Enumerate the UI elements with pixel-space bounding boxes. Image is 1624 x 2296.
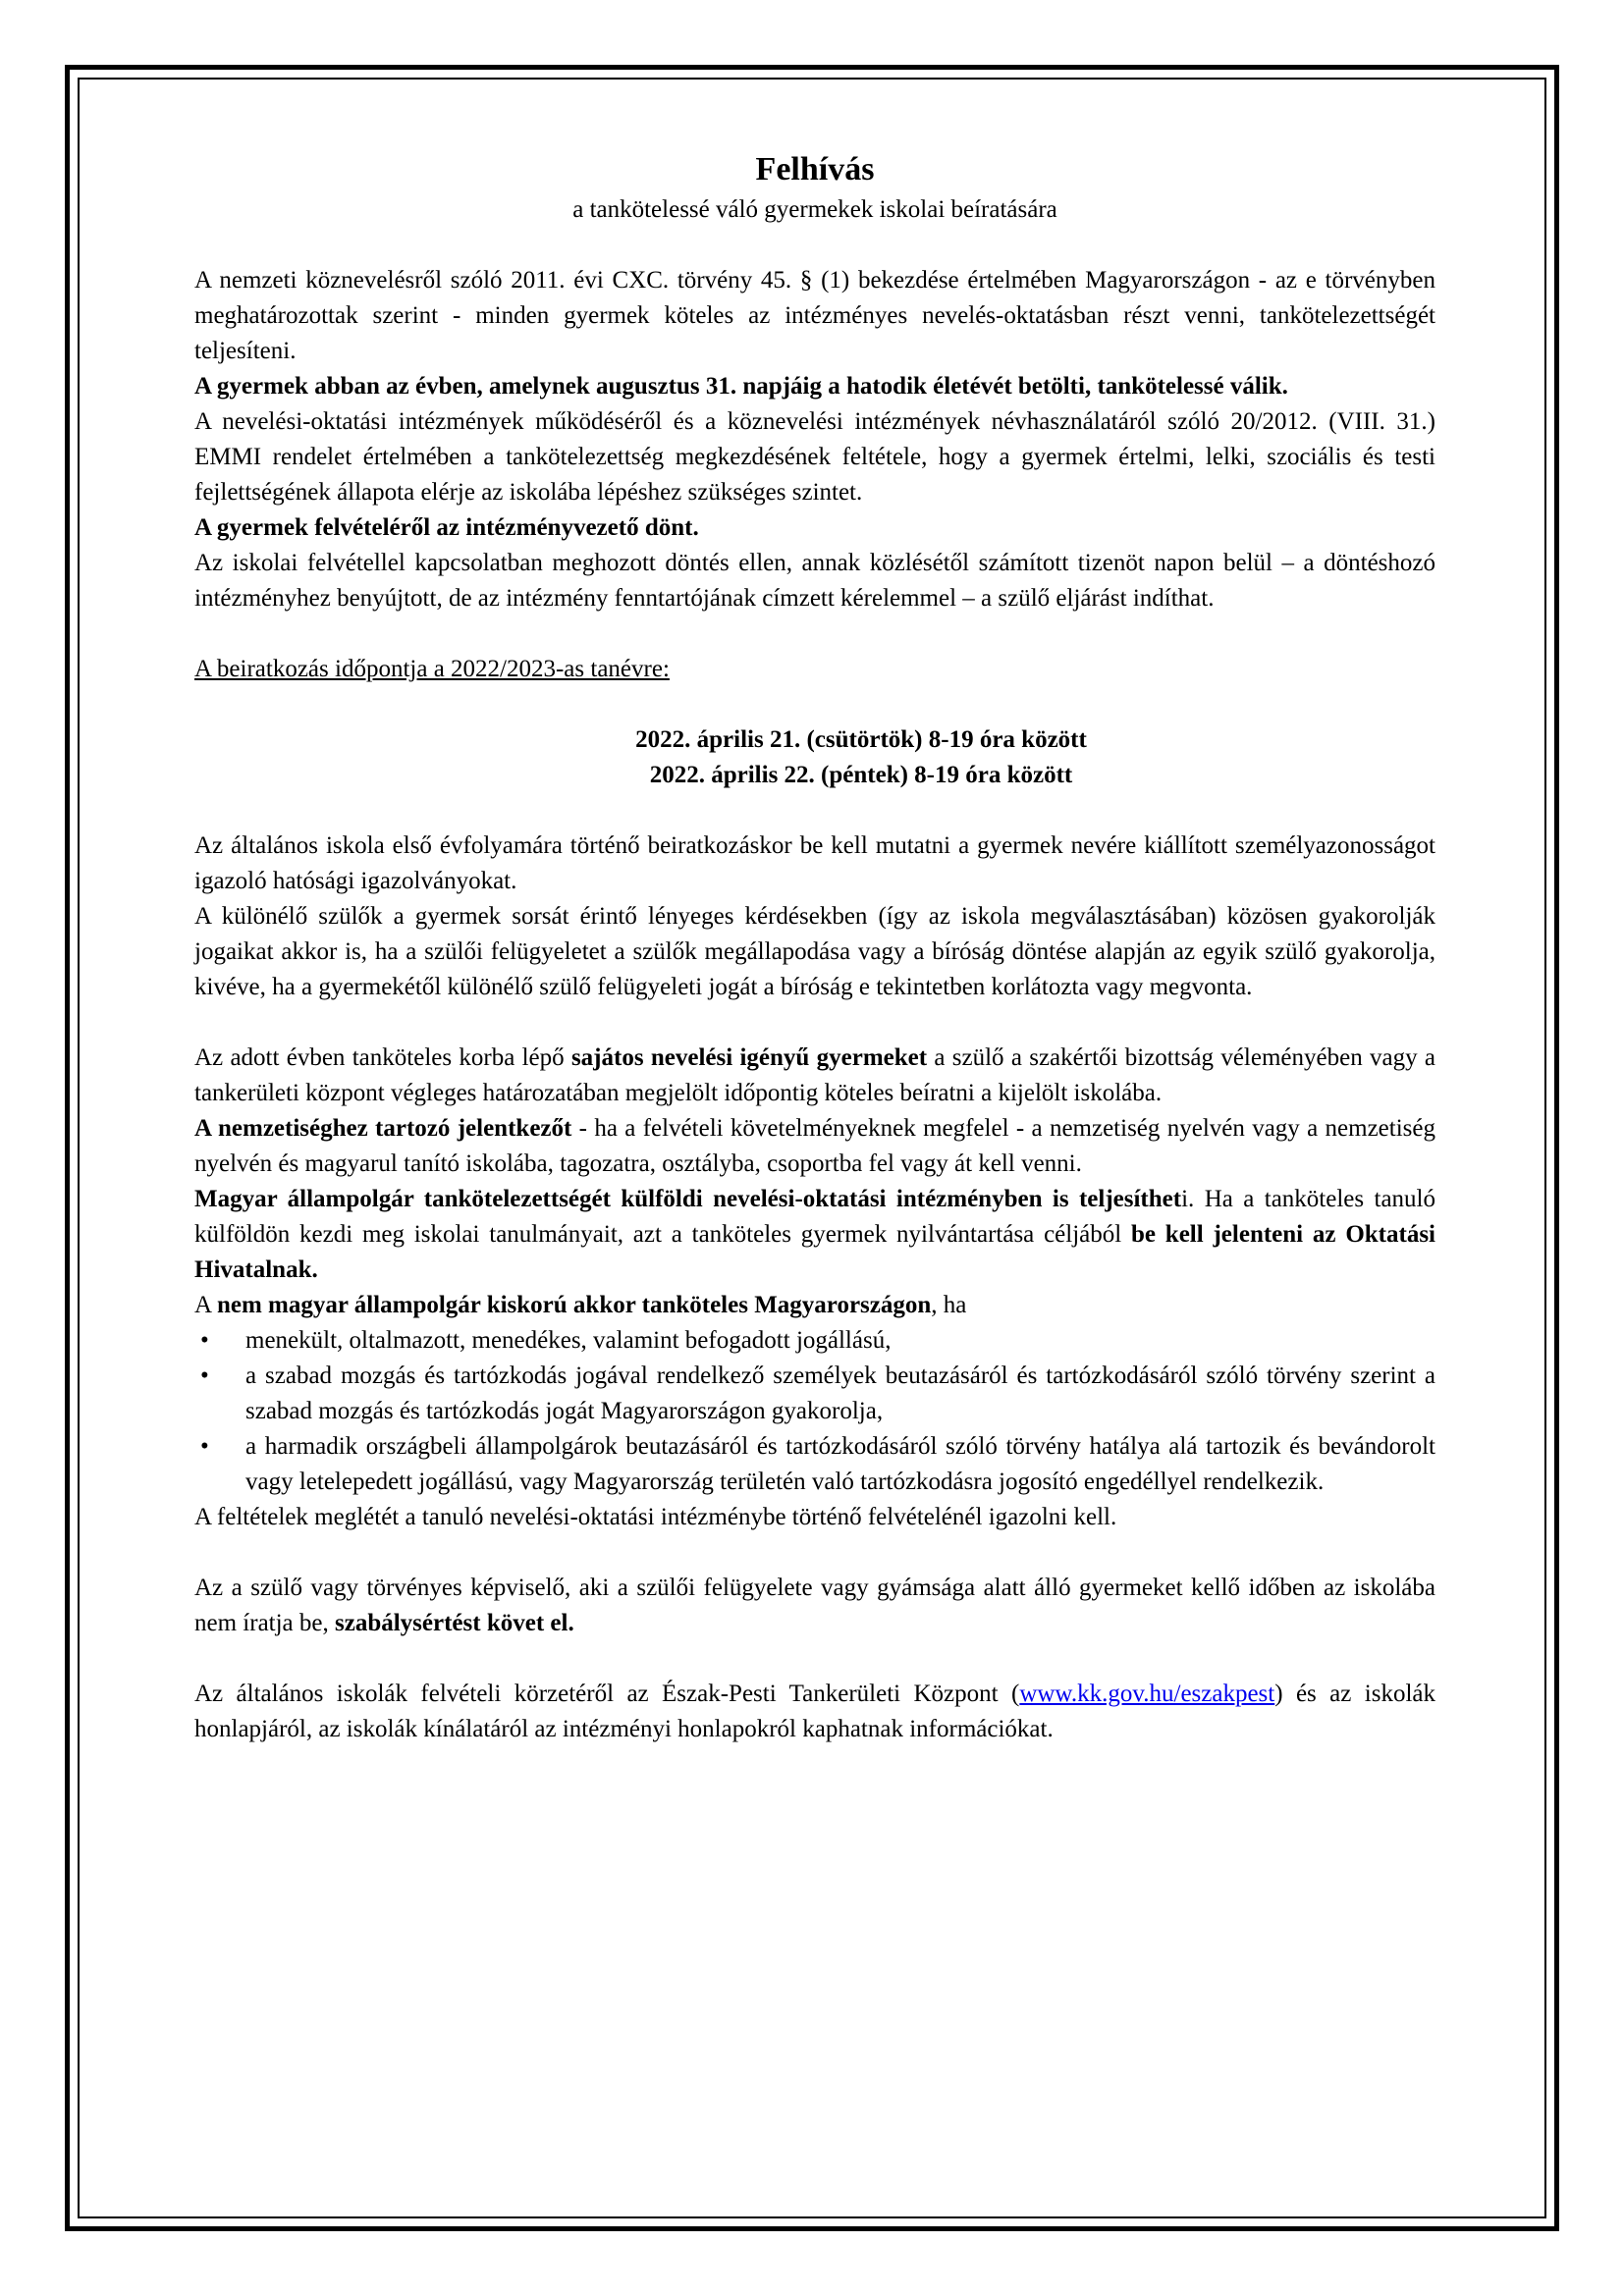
document-subtitle: a tankötelessé váló gyermekek iskolai beíratására [572, 196, 1057, 223]
list-item: • a harmadik országbeli állampolgárok beutazásáról és tartózkodásáról szóló törvény hatálya alá tartozik és bevándorolt vagy letelepedett jogállású, vagy Magyarország területén való tartózkodásra jogosító engedéllyel rendelkezik. [194, 1429, 1435, 1500]
paragraph-emmi-decree: A nevelési-oktatási intézmények működéséről és a köznevelési intézmények névhasználatáról szóló 20/2012. (VIII. 31.) EMMI rendelet értelmében a tankötelezettség megkezdésének feltétele, hogy a gyermek értelmi, lelki, szociális és testi fejlettségének állapota elérje az iskolába lépéshez szükséges szintet. [194, 408, 1435, 506]
offence-text: Az a szülő vagy törvényes képviselő, aki a szülői felügyelete vagy gyámsága alatt álló gyermeket kellő időben az iskolába nem íratja be, [194, 1575, 1435, 1636]
nationality-text: - ha a felvételi követelményeknek megfelel - a nemzetiség nyelvén vagy a nemzetiség nyelvén és magyarul tanító iskolába, tagozatra, osztályba, csoportba fel vagy át kell venni. [194, 1115, 1435, 1177]
information-text-a: Az általános iskolák felvételi körzetéről az Észak-Pesti Tankerületi Központ ( [194, 1681, 1020, 1707]
enrollment-date-2: 2022. április 22. (péntek) 8-19 óra között [649, 762, 1073, 788]
paragraph-law-reference: A nemzeti köznevelésről szóló 2011. évi CXC. törvény 45. § (1) bekezdése értelmében Magyarországon - az e törvényben meghatározottak szerint - minden gyermek köteles az intézményes nevelés-oktatásban részt venni, tankötelezettségét teljesíteni. [194, 267, 1435, 364]
enrollment-heading-text: A beiratkozás időpontja a 2022/2023-as tanévre: [194, 656, 670, 682]
special-needs-bold: sajátos nevelési igényű gyermeket [570, 1044, 928, 1071]
document-body [194, 147, 1435, 1747]
document-title: Felhívás [755, 151, 875, 187]
paragraph-id-documents: Az általános iskola első évfolyamára történő beiratkozáskor be kell mutatni a gyermek nevére kiállított személyazonosságot igazoló hatósági igazolványokat. [194, 832, 1435, 894]
paragraph-appeal: Az iskolai felvétellel kapcsolatban meghozott döntés ellen, annak közlésétől számított tizenöt napon belül – a döntéshozó intézményhez benyújtott, de az intézmény fenntartójának címzett kérelemmel – a szülő eljárást indíthat. [194, 550, 1435, 612]
special-needs-text-c: a szülő a szakértői bizottság véleményében vagy a tankerületi központ végleges határozatában megjelölt időpontig köteles beíratni a kijelölt iskolába. [194, 1044, 1435, 1106]
paragraph-admission-decision [194, 510, 1435, 546]
conditions-list [194, 1323, 1435, 1500]
abroad-text: i. Ha a tanköteles tanuló külföldön kezdi meg iskolai tanulmányait, azt a tanköteles gyermek nyilvántartása céljából [194, 1186, 1435, 1248]
enrollment-date-1: 2022. április 21. (csütörtök) 8-19 óra között [635, 726, 1087, 753]
paragraph-school-age-rule [194, 369, 1435, 404]
paragraph-nationality [194, 1111, 1435, 1182]
paragraph-information [194, 1677, 1435, 1747]
admission-decision-bold: A gyermek felvételéről az intézményvezető dönt. [194, 514, 699, 541]
paragraph-offence [194, 1571, 1435, 1641]
paragraph-special-needs [194, 1041, 1435, 1111]
non-hungarian-bold: nem magyar állampolgár kiskorú akkor tanköteles Magyarországon [216, 1292, 932, 1318]
paragraph-non-hungarian [194, 1288, 1435, 1323]
nationality-bold: A nemzetiséghez tartozó jelentkezőt [194, 1115, 572, 1142]
offence-bold: szabálysértést követ el. [335, 1610, 574, 1636]
non-hungarian-text-a: A [194, 1292, 217, 1318]
abroad-bold: Magyar állampolgár tankötelezettségét külföldi nevelési-oktatási intézményben is teljesíthet [194, 1186, 1182, 1212]
paragraph-abroad [194, 1182, 1435, 1288]
information-text-b: ) és az iskolák honlapjáról, az iskolák kínálatáról az intézményi honlapokról kaphatnak információkat. [194, 1681, 1435, 1742]
non-hungarian-text-c: , ha [931, 1292, 967, 1318]
list-item: • a szabad mozgás és tartózkodás jogával rendelkező személyek beutazásáról és tartózkodásáról szóló törvény szerint a szabad mozgás és tartózkodás jogát Magyarországon gyakorolja, [194, 1359, 1435, 1429]
school-age-rule-bold: A gyermek abban az évben, amelynek augusztus 31. napjáig a hatodik életévét betölti, tankötelessé válik. [194, 373, 1288, 400]
enrollment-heading [194, 652, 1435, 687]
paragraph-conditions-proof: A feltételek meglétét a tanuló nevelési-oktatási intézménybe történő felvételénél igazolni kell. [194, 1504, 1117, 1530]
paragraph-separated-parents: A különélő szülők a gyermek sorsát érintő lényeges kérdésekben (így az iskola megválasztásában) közösen gyakorolják jogaikat akkor is, ha a szülői felügyeletet a szülők megállapodása vagy a bíróság döntése alapján az egyik szülő gyakorolja, kivéve, ha a gyermekétől különélő szülő felügyeleti jogát a bíróság e tekintetben korlátozta vagy megvonta. [194, 903, 1435, 1000]
list-item: • menekült, oltalmazott, menedékes, valamint befogadott jogállású, [194, 1323, 1435, 1359]
abroad-bold-end: be kell jelenteni az Oktatási Hivatalnak. [194, 1221, 1435, 1283]
tankerulet-link[interactable]: www.kk.gov.hu/eszakpest [1019, 1681, 1275, 1707]
special-needs-text-a: Az adott évben tanköteles korba lépő [194, 1044, 571, 1071]
